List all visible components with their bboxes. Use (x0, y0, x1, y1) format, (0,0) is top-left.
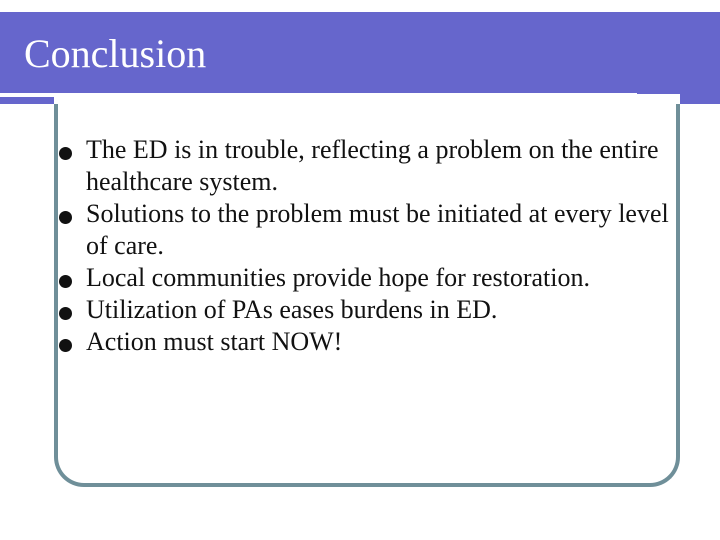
bullet-text: Utilization of PAs eases burdens in ED. (86, 295, 498, 324)
bullet-item (56, 326, 676, 358)
bullet-item (56, 134, 676, 198)
bullet-dot-icon (59, 211, 72, 224)
bullet-dot-icon (59, 307, 72, 320)
bullet-dot-icon (59, 339, 72, 352)
bullet-dot-icon (59, 275, 72, 288)
bullet-dot-icon (59, 147, 72, 160)
bullet-item (56, 198, 676, 262)
bullet-text: The ED is in trouble, reflecting a problem on the entire healthcare system. (86, 135, 659, 196)
bullet-text: Local communities provide hope for restoration. (86, 263, 590, 292)
bullet-item (56, 294, 676, 326)
bullet-text: Action must start NOW! (86, 327, 343, 356)
bullet-text: Solutions to the problem must be initiated at every level of care. (86, 199, 669, 260)
bullet-list (56, 134, 676, 358)
slide-title: Conclusion (24, 31, 207, 76)
bullet-item (56, 262, 676, 294)
